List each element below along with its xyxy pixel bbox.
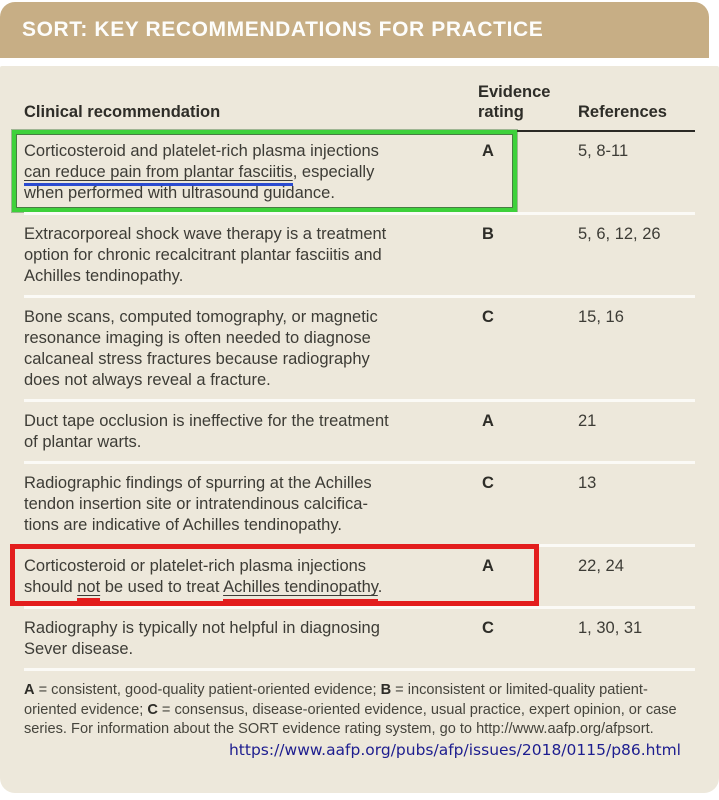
table-row-eswt (24, 212, 695, 295)
table-row-duct-tape (24, 399, 695, 461)
table-row-radiographic-spurring (24, 461, 695, 544)
references-value: 1, 30, 31 (578, 619, 643, 637)
evidence-rating-value: C (482, 308, 494, 326)
recommendation-text: Radiography is typically not helpful in diagnosing Sever disease. (24, 619, 380, 658)
recommendation-text: Corticosteroid and platelet-rich plasma injections can reduce pain from plantar fasciitis, especially when performed with ultrasound guidance. (24, 142, 379, 202)
legend-b-label: B (380, 682, 392, 698)
recommendation-text: Radiographic findings of spurring at the Achilles tendon insertion site or intratendinous calcifica- tions are indicative of Achilles tendinopathy. (24, 474, 372, 534)
evidence-rating-value: B (482, 225, 494, 243)
references-value: 15, 16 (578, 308, 624, 326)
evidence-rating-value: C (482, 619, 494, 637)
references-value: 22, 24 (578, 557, 624, 575)
table-row-corticosteroid-achilles (24, 544, 695, 606)
table-row-bone-scans (24, 295, 695, 399)
source-url-link[interactable]: https://www.aafp.org/pubs/afp/issues/2018/0115/p86.html (228, 740, 681, 759)
red-underlined-achilles-tendinopathy: Achilles tendinopathy (223, 578, 378, 601)
evidence-rating-value: C (482, 474, 494, 492)
recommendation-text: Bone scans, computed tomography, or magnetic resonance imaging is often needed to diagnose calcaneal stress fractures because radiography does not always reveal a fracture. (24, 308, 378, 389)
recommendation-text: Corticosteroid or platelet-rich plasma injections should not be used to treat Achilles tendinopathy. (24, 556, 478, 598)
column-header-evidence-rating: Evidence rating (478, 83, 551, 121)
references-value: 5, 6, 12, 26 (578, 225, 661, 243)
references-value: 13 (578, 474, 597, 492)
table-row-radiography-sever (24, 606, 695, 668)
table-header-row (24, 78, 695, 132)
references-value: 5, 8-11 (578, 142, 629, 160)
column-header-references: References (578, 103, 667, 121)
red-underlined-not: not (77, 578, 100, 602)
evidence-rating-value: A (482, 142, 494, 160)
references-value: 21 (578, 412, 597, 430)
table-row-corticosteroid-plantar (24, 132, 695, 212)
blue-underlined-text: can reduce pain from plantar fasciitis (24, 163, 293, 186)
evidence-rating-value: A (482, 412, 494, 430)
figure-title: SORT: KEY RECOMMENDATIONS FOR PRACTICE (22, 18, 544, 41)
sort-rating-legend: A = consistent, good-quality patient-oriented evidence; B = inconsistent or limited-quality patient-oriented evidence; C = consensus, disease-oriented evidence, usual practice, expert opinion, or case series. For information about the SORT evidence rating system, go to http://www.aafp.org/afpsort. (24, 668, 695, 740)
figure-title-banner (0, 2, 709, 58)
legend-a-label: A (24, 682, 35, 698)
recommendation-text: Extracorporeal shock wave therapy is a treatment option for chronic recalcitrant plantar fasciitis and Achilles tendinopathy. (24, 225, 387, 285)
recommendation-text: Duct tape occlusion is ineffective for the treatment of plantar warts. (24, 412, 389, 451)
recommendations-panel (0, 66, 719, 793)
column-header-clinical-recommendation: Clinical recommendation (24, 103, 221, 121)
evidence-rating-value: A (482, 557, 494, 575)
legend-c-label: C (147, 701, 158, 718)
